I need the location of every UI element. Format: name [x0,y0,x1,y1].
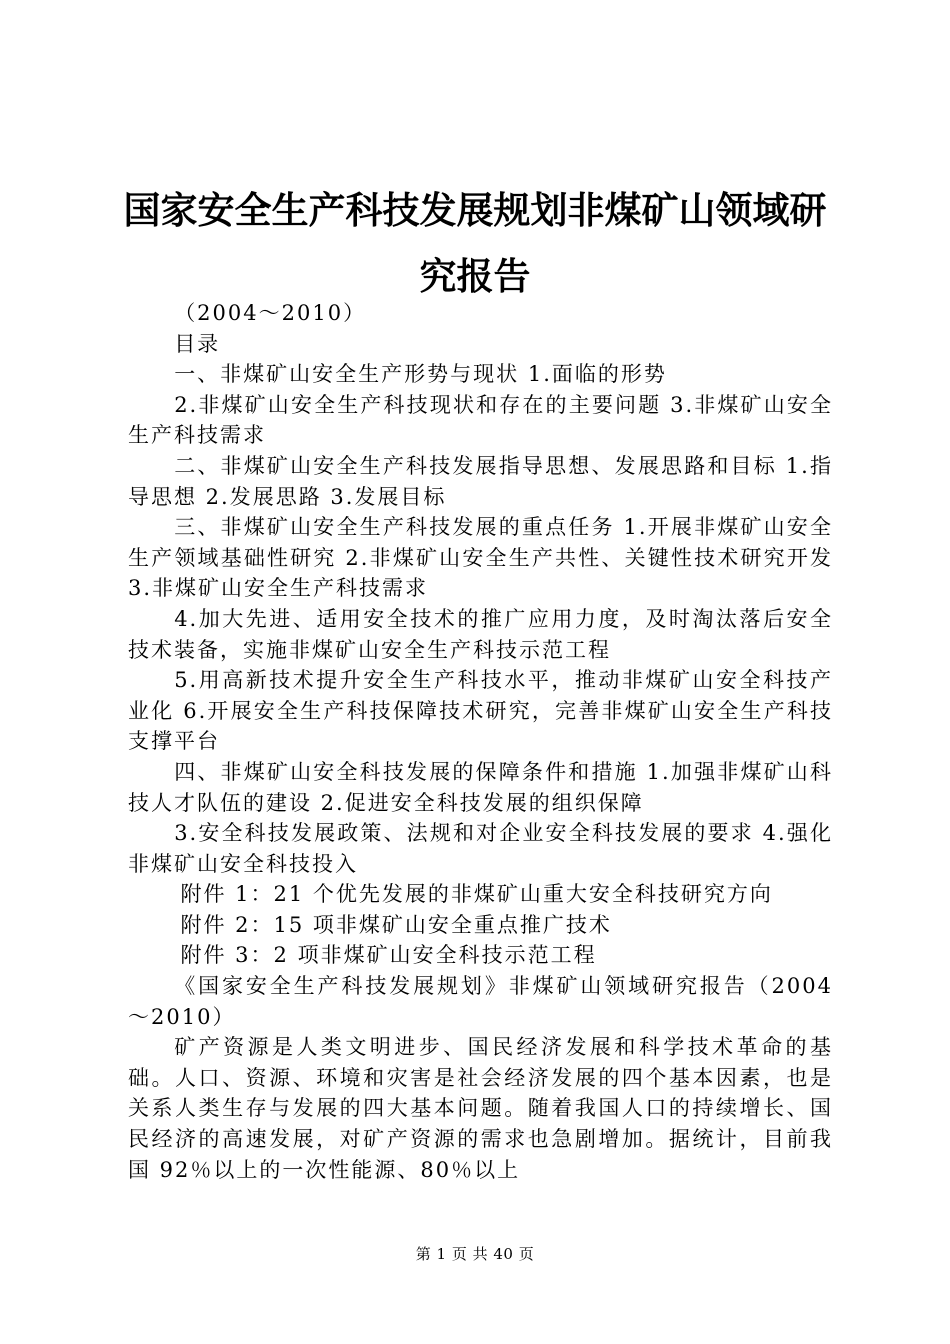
paragraph-toc-section-4: 四、非煤矿山安全科技发展的保障条件和措施 1.加强非煤矿山科技人才队伍的建设 2.促进安全科技发展的组织保障 [128,759,833,815]
paragraph-report-heading: 《国家安全生产科技发展规划》非煤矿山领域研究报告（2004～2010） [128,974,833,1029]
paragraph-toc-section-1-cont: 2.非煤矿山安全生产科技现状和存在的主要问题 3.非煤矿山安全生产科技需求 [128,392,833,448]
paragraph-toc-section-3: 三、非煤矿山安全生产科技发展的重点任务 1.开展非煤矿山安全生产领域基础性研究 2.非煤矿山安全生产共性、关键性技术研究开发 3.非煤矿山安全生产科技需求 [128,515,833,601]
paragraph-toc-section-3-item-4: 4.加大先进、适用安全技术的推广应用力度，及时淘汰落后安全技术装备，实施非煤矿山安全生产科技示范工程 [128,606,833,662]
paragraph-intro: 矿产资源是人类文明进步、国民经济发展和科学技术革命的基础。人口、资源、环境和灾害是社会经济发展的四个基本因素，也是关系人类生存与发展的四大基本问题。随着我国人口的持续增长、国民经济的高速发展，对矿产资源的需求也急剧增加。据统计，目前我国 92％以上的一次性能源、80％以上 [128,1035,833,1182]
paragraph-attachment-1: 附件 1：21 个优先发展的非煤矿山重大安全科技研究方向 [180,882,773,907]
paragraph-date-range: （2004～2010） [174,301,367,325]
page-footer: 第 1 页 共 40 页 [415,1245,535,1263]
paragraph-attachment-3: 附件 3：2 项非煤矿山安全科技示范工程 [180,943,597,968]
paragraph-toc-heading: 目录 [174,331,221,356]
paragraph-toc-section-3-item-5: 5.用高新技术提升安全生产科技水平，推动非煤矿山安全科技产业化 6.开展安全生产科技保障技术研究，完善非煤矿山安全生产科技支撑平台 [128,668,833,754]
document-body [128,298,833,1185]
document-title: 国家安全生产科技发展规划非煤矿山领域研究报告 [123,189,827,298]
paragraph-attachment-2: 附件 2：15 项非煤矿山安全重点推广技术 [180,912,612,937]
paragraph-toc-section-2: 二、非煤矿山安全生产科技发展指导思想、发展思路和目标 1.指导思想 2.发展思路 3.发展目标 [128,453,833,509]
paragraph-toc-section-1: 一、非煤矿山安全生产形势与现状 1.面临的形势 [174,362,667,387]
paragraph-toc-section-4-item-3: 3.安全科技发展政策、法规和对企业安全科技发展的要求 4.强化非煤矿山安全科技投入 [128,821,833,876]
